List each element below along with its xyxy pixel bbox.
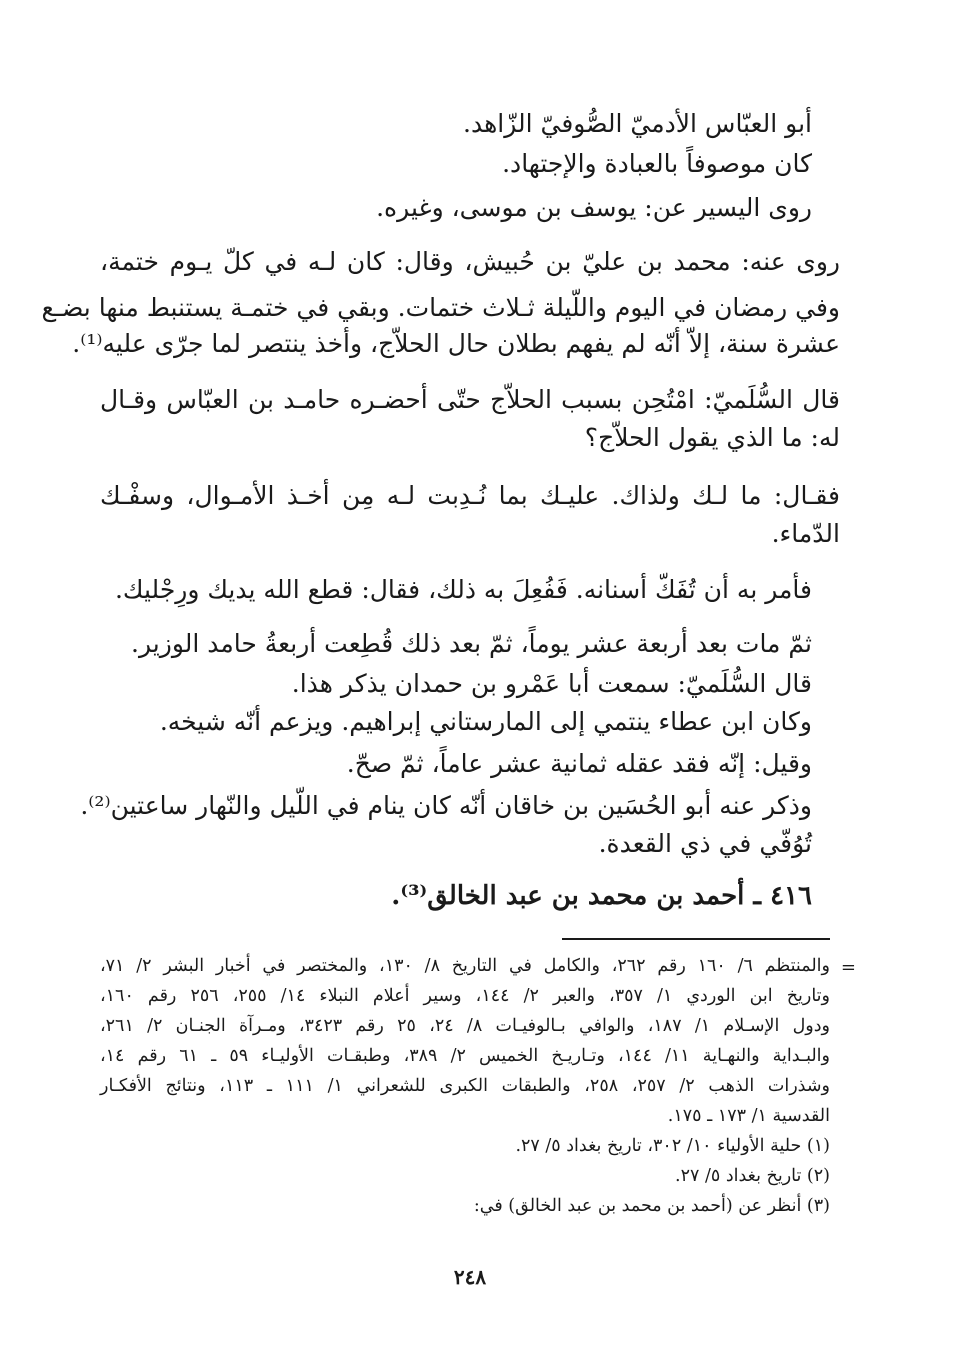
footnote-2: (٢) تاريخ بغداد ٥/ ٢٧. <box>675 1166 830 1186</box>
footnote-line: والمنتظم ٦/ ١٦٠ رقم ٢٦٢، والكامل في التاريخ ٨/ ١٣٠، والمختصر في أخبار البشر ٢/ ٧١، <box>100 956 830 976</box>
text-line: وذكر عنه أبو الحُسَين بن خاقان أنّه كان ينام في اللّيل والنّهار ساعتين⁽²⁾. <box>80 791 812 820</box>
footnote-line: ودول الإسـلام ١/ ١٨٧، والوافي بـالوفيـات ٨/ ٢٤، ٢٥ رقم ٣٤٢٣، ومـرآة الجنـان ٢/ ٢٦١، <box>100 1016 830 1036</box>
text-line: كان موصوفاً بالعبادة والإجتهاد. <box>502 149 812 178</box>
entry-heading: ٤١٦ ـ أحمد بن محمد بن عبد الخالق⁽³⁾. <box>391 881 812 911</box>
book-page <box>41 95 856 1295</box>
text-line: تُوُفّي في ذي القعدة. <box>598 829 812 858</box>
text-line: فأمر به أن تُفَكّ أسنانه. فَفُعِلَ به ذلك، فقال: قطع الله يديك ورِجْليك. <box>114 575 812 604</box>
footnote-line: القدسية ١/ ١٧٣ ـ ١٧٥. <box>667 1106 830 1126</box>
text-line: ثمّ مات بعد أربعة عشر يوماً، ثمّ بعد ذلك قُطِعت أربعةُ حامد الوزير. <box>131 629 812 658</box>
text-line: قال السُّلَميّ: سمعت أبا عَمْرو بن حمدان يذكر هذا. <box>291 669 812 698</box>
footnote-separator <box>562 938 830 940</box>
footnote-continuation-mark: = <box>840 957 856 978</box>
page-number: ٢٤٨ <box>453 1265 487 1289</box>
footnote-1: (١) حلية الأولياء ١٠/ ٣٠٢، تاريخ بغداد ٥/ ٢٧. <box>515 1136 830 1156</box>
footnote-line: وشذرات الذهب ٢/ ٢٥٧، ٢٥٨، والطبقات الكبرى للشعراني ١/ ١١١ ـ ١١٣، ونتائج الأفكـار <box>100 1076 830 1096</box>
text-line: روى اليسير عن: يوسف بن موسى، وغيره. <box>376 193 812 222</box>
footnote-3: (٣) أنظر عن (أحمد بن محمد بن عبد الخالق) في: <box>473 1196 830 1216</box>
text-line: له: ما الذي يقول الحلاّج؟ <box>584 423 840 452</box>
text-line: عشرة سنة، إلاّ أنّه لم يفهم بطلان حال الحلاّج، وأخذ ينتصر لما جرّى عليه⁽¹⁾. <box>72 329 840 358</box>
text-line: وقيل: إنّه فقد عقله ثمانية عشر عاماً، ثمّ صحّ. <box>346 749 812 778</box>
text-line: روى عنه: محمد بن عليّ بن حُبيش، وقال: كان لـه في كلّ يـوم ختمة، <box>100 247 840 276</box>
footnote-line: والبـداية والنهـاية ١١/ ١٤٤، وتـاريـخ الخميس ٢/ ٣٨٩، وطبقـات الأوليـاء ٥٩ ـ ٦١ رقم ١٤، <box>100 1046 830 1066</box>
text-line: وفي رمضان في اليوم واللّيلة ثـلاث ختمات. وبقي في ختمـة يستنبط منها بضـع <box>41 293 840 322</box>
footnote-line: وتاريخ ابن الوردي ١/ ٣٥٧، والعبر ٢/ ١٤٤، وسير أعلام النبلاء ١٤/ ٢٥٥، ٢٥٦ رقم ١٦٠، <box>100 986 830 1006</box>
text-line: قال السُّلَميّ: امْتُحِن بسبب الحلاّج حتّى أحضـره حامـد بن العبّاس وقـال <box>100 385 840 414</box>
text-line: أبو العبّاس الأدميّ الصُّوفيّ الزّاهد. <box>463 109 812 138</box>
text-line: وكان ابن عطاء ينتمي إلى المارستاني إبراهيم. ويزعم أنّه شيخه. <box>159 707 812 736</box>
text-line: فقـال: ما لـك ولذاك. عليـك بما نُـدِبت لـه مِن أخـذ الأمـوال، وسفْـك <box>100 481 840 510</box>
text-line: الدّماء. <box>771 519 840 548</box>
